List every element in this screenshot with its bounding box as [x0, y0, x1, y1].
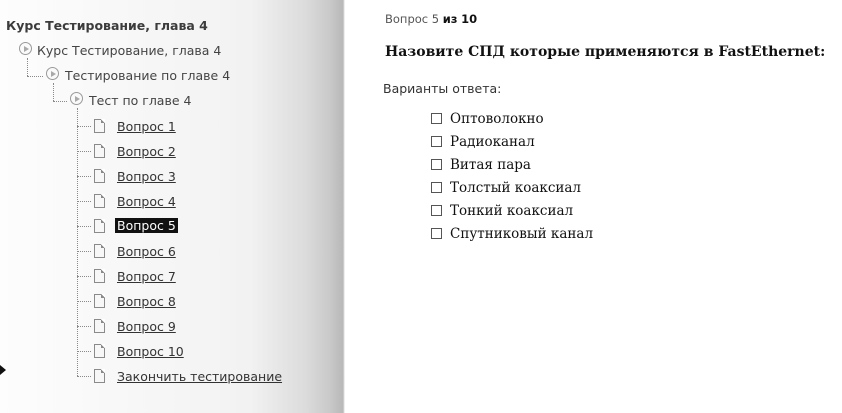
question-link-8[interactable]: Вопрос 8	[117, 294, 176, 309]
answer-label[interactable]: Оптоволокно	[450, 111, 544, 127]
tree-connector	[77, 201, 91, 202]
finish-test-link[interactable]: Закончить тестирование	[117, 369, 283, 384]
answer-label[interactable]: Витая пара	[450, 157, 531, 173]
answer-checkbox[interactable]	[431, 228, 442, 239]
answer-label[interactable]: Радиоканал	[450, 134, 535, 150]
counter-current: Вопрос 5	[385, 12, 440, 26]
document-icon	[94, 219, 105, 233]
document-icon	[94, 294, 105, 308]
question-link-3[interactable]: Вопрос 3	[117, 169, 176, 184]
expand-arrow-icon[interactable]	[46, 67, 59, 80]
tree-connector	[77, 276, 91, 277]
answer-checkbox[interactable]	[431, 182, 442, 193]
question-text: Назовите СПД которые применяются в FastEthernet:	[385, 44, 826, 60]
tree-connector	[77, 251, 91, 252]
document-icon	[94, 244, 105, 258]
answer-label[interactable]: Толстый коаксиал	[450, 180, 582, 196]
answer-checkbox[interactable]	[431, 205, 442, 216]
tree-connector	[77, 301, 91, 302]
question-link-2[interactable]: Вопрос 2	[117, 144, 176, 159]
document-icon	[94, 144, 105, 158]
answer-label[interactable]: Тонкий коаксиал	[450, 203, 574, 219]
document-icon	[94, 119, 105, 133]
question-link-5[interactable]: Вопрос 5	[117, 218, 176, 233]
tree-connector	[77, 376, 91, 377]
tree-connector	[77, 151, 91, 152]
navigation-sidebar	[0, 0, 345, 413]
document-icon	[94, 194, 105, 208]
course-title: Курс Тестирование, глава 4	[6, 18, 208, 33]
counter-separator: из	[442, 12, 458, 26]
answer-checkbox[interactable]	[431, 159, 442, 170]
tree-connector	[27, 76, 43, 77]
tree-connector	[27, 58, 28, 76]
question-panel	[345, 0, 842, 413]
question-link-10[interactable]: Вопрос 10	[117, 344, 184, 359]
document-icon	[94, 319, 105, 333]
expand-arrow-icon[interactable]	[19, 42, 32, 55]
question-link-1[interactable]: Вопрос 1	[117, 119, 176, 134]
tree-connector	[53, 83, 54, 101]
tree-connector	[77, 226, 91, 227]
document-icon	[94, 269, 105, 283]
question-link-7[interactable]: Вопрос 7	[117, 269, 176, 284]
tree-connector	[77, 108, 78, 376]
document-icon	[94, 369, 105, 383]
answer-checkbox[interactable]	[431, 136, 442, 147]
tree-node-course[interactable]: Курс Тестирование, глава 4	[37, 43, 222, 58]
tree-node-test[interactable]: Тест по главе 4	[89, 93, 192, 108]
question-link-6[interactable]: Вопрос 6	[117, 244, 176, 259]
counter-total: 10	[461, 12, 478, 26]
collapse-arrow-icon[interactable]	[0, 365, 6, 375]
tree-connector	[77, 176, 91, 177]
tree-connector	[77, 126, 91, 127]
document-icon	[94, 344, 105, 358]
expand-arrow-icon[interactable]	[70, 92, 83, 105]
tree-connector	[53, 101, 67, 102]
tree-connector	[77, 351, 91, 352]
document-icon	[94, 169, 105, 183]
answers-heading: Варианты ответа:	[383, 81, 502, 96]
tree-node-chapter[interactable]: Тестирование по главе 4	[65, 68, 231, 83]
answer-checkbox[interactable]	[431, 113, 442, 124]
question-counter	[385, 12, 477, 26]
question-link-4[interactable]: Вопрос 4	[117, 194, 176, 209]
tree-connector	[77, 326, 91, 327]
question-link-9[interactable]: Вопрос 9	[117, 319, 176, 334]
answer-label[interactable]: Спутниковый канал	[450, 226, 594, 242]
